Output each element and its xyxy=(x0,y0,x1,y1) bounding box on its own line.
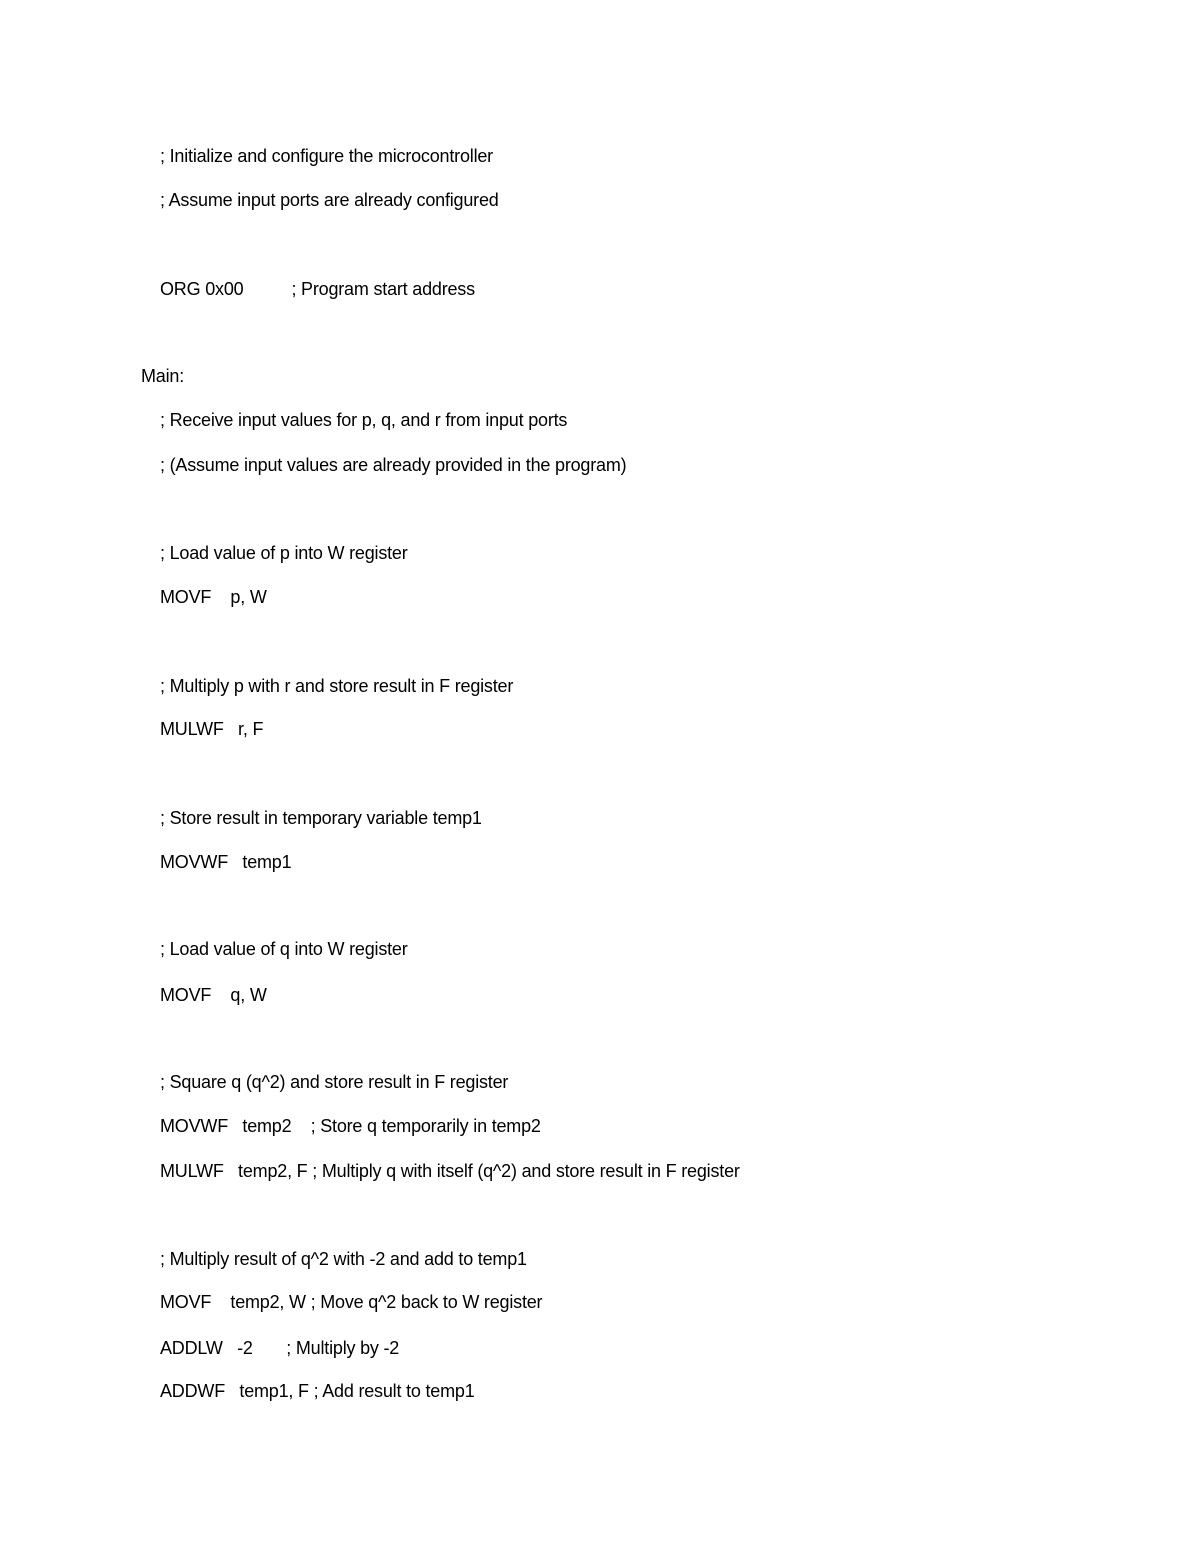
code-instruction-line: MULWF temp2, F ; Multiply q with itself (q^2) and store result in F register xyxy=(160,1161,740,1181)
code-comment-line: ; Multiply p with r and store result in F register xyxy=(160,676,514,696)
code-comment-line: ; Square q (q^2) and store result in F register xyxy=(160,1072,509,1092)
code-instruction-line: MOVWF temp1 xyxy=(160,852,292,872)
code-instruction-line: MOVF temp2, W ; Move q^2 back to W register xyxy=(160,1292,543,1312)
code-instruction-line: MOVWF temp2 ; Store q temporarily in temp2 xyxy=(160,1116,541,1136)
code-instruction-line: MOVF p, W xyxy=(160,587,267,607)
code-comment-line: ; Initialize and configure the microcontroller xyxy=(160,146,493,166)
code-comment-line: ; Multiply result of q^2 with -2 and add to temp1 xyxy=(160,1249,527,1269)
code-comment-line: ; Assume input ports are already configured xyxy=(160,190,499,210)
code-instruction-line: ADDWF temp1, F ; Add result to temp1 xyxy=(160,1381,475,1401)
code-instruction-line: ORG 0x00 ; Program start address xyxy=(160,279,475,299)
code-label-main: Main: xyxy=(141,366,185,386)
code-instruction-line: MOVF q, W xyxy=(160,985,267,1005)
code-instruction-line: ADDLW -2 ; Multiply by -2 xyxy=(160,1338,400,1358)
code-comment-line: ; Receive input values for p, q, and r from input ports xyxy=(160,410,568,430)
code-comment-line: ; Store result in temporary variable temp1 xyxy=(160,808,482,828)
code-comment-line: ; Load value of p into W register xyxy=(160,543,408,563)
code-comment-line: ; (Assume input values are already provided in the program) xyxy=(160,455,627,475)
code-comment-line: ; Load value of q into W register xyxy=(160,939,408,959)
code-instruction-line: MULWF r, F xyxy=(160,719,264,739)
